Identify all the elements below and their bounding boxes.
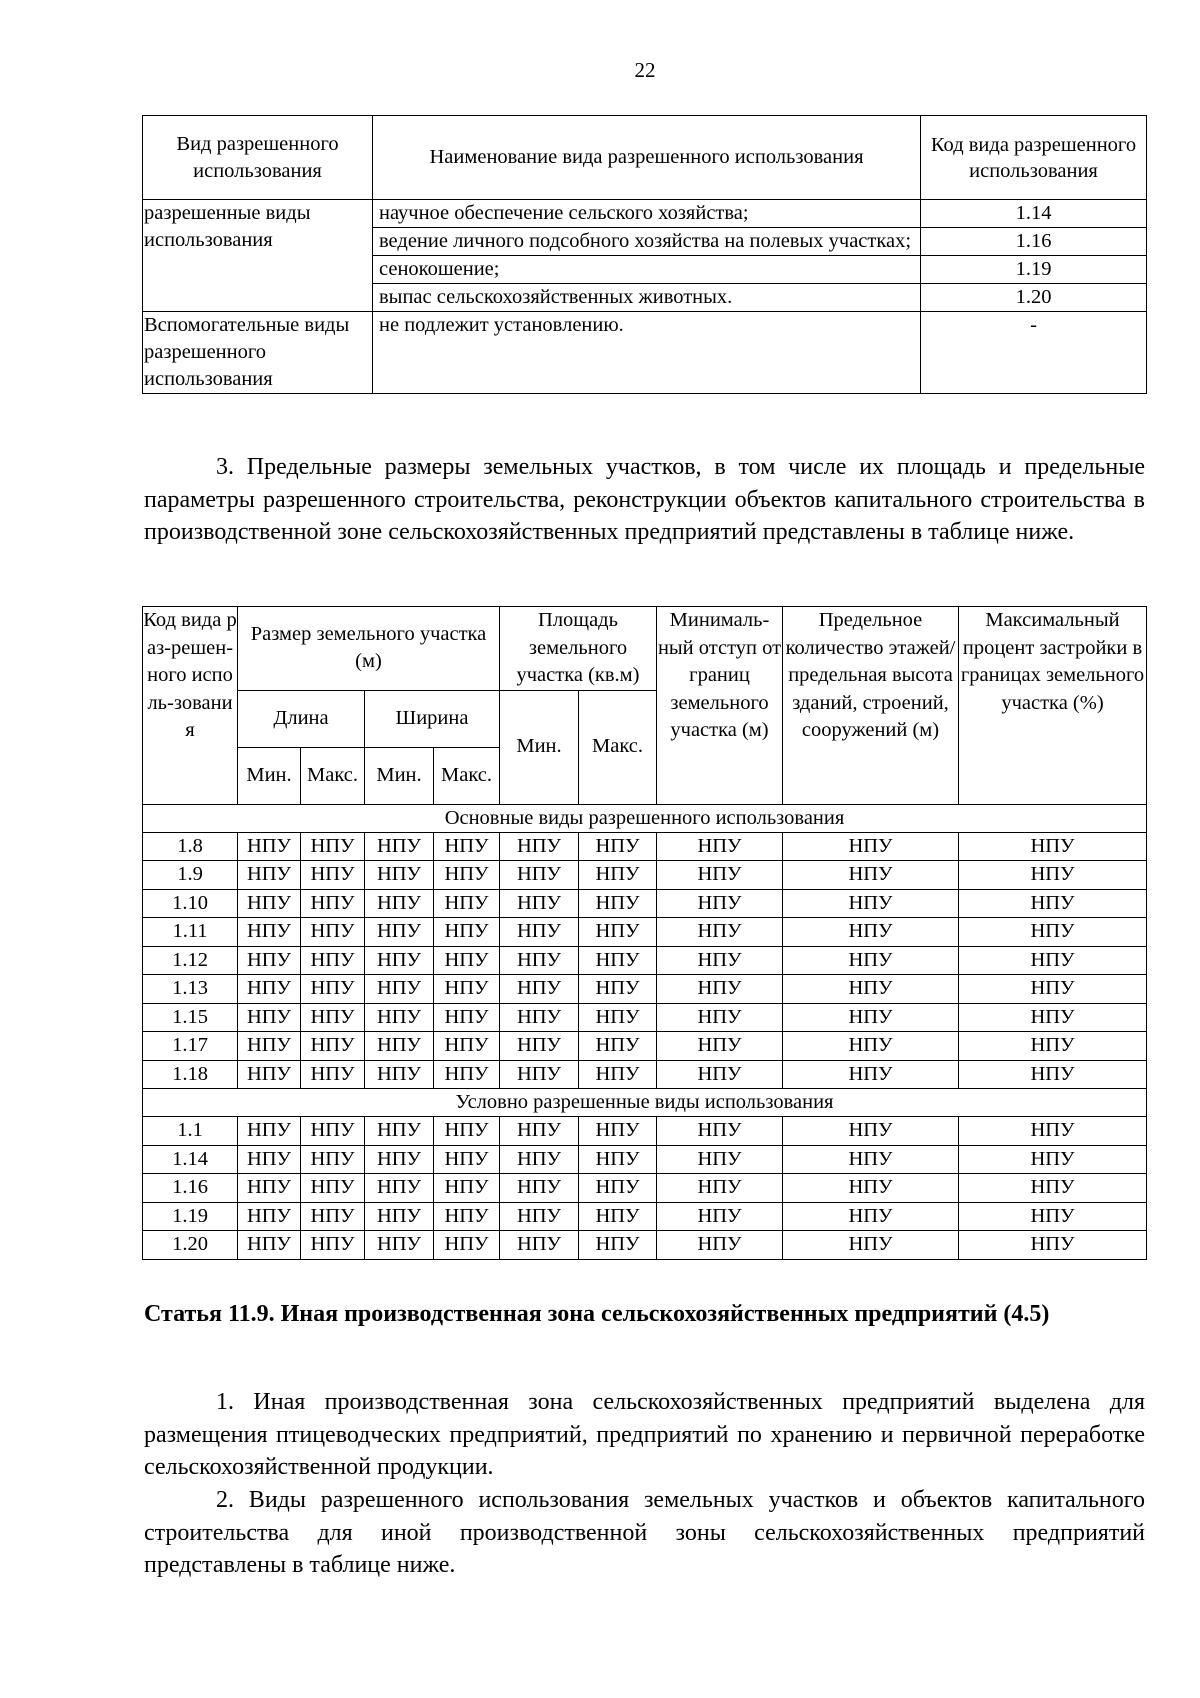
t2-cell-value: НПУ — [579, 946, 657, 975]
t2-cell-value: НПУ — [238, 1003, 301, 1032]
t1-header-name: Наименование вида разрешенного использования — [373, 116, 921, 200]
t1-row-code: 1.19 — [921, 256, 1147, 284]
table-row — [143, 1145, 1147, 1174]
t2-cell-value: НПУ — [657, 832, 783, 861]
permitted-use-table — [142, 115, 1147, 394]
t2-cell-value: НПУ — [365, 832, 434, 861]
t2-cell-value: НПУ — [365, 1174, 434, 1203]
t2-cell-value: НПУ — [657, 975, 783, 1004]
t2-cell-value: НПУ — [500, 975, 579, 1004]
t2-cell-value: НПУ — [783, 1231, 959, 1260]
t2-cell-value: НПУ — [434, 1003, 500, 1032]
t2-cell-value: НПУ — [365, 1117, 434, 1146]
t2-cell-value: НПУ — [365, 861, 434, 890]
t2-cell-value: НПУ — [434, 1231, 500, 1260]
t2-cell-value: НПУ — [500, 1060, 579, 1089]
t2-cell-value: НПУ — [579, 1231, 657, 1260]
t2-cell-value: НПУ — [579, 889, 657, 918]
t2-cell-value: НПУ — [365, 946, 434, 975]
t1-header-type: Вид разрешенного использования — [143, 116, 373, 200]
t2-cell-value: НПУ — [657, 918, 783, 947]
t2-cell-value: НПУ — [783, 1032, 959, 1061]
table-row — [143, 1231, 1147, 1260]
t2-cell-value: НПУ — [657, 1003, 783, 1032]
t2-cell-value: НПУ — [434, 1174, 500, 1203]
t2-cell-value: НПУ — [783, 832, 959, 861]
t2-cell-value: НПУ — [238, 946, 301, 975]
t2-cell-value: НПУ — [959, 889, 1147, 918]
t2-cell-value: НПУ — [238, 1174, 301, 1203]
t2-cell-value: НПУ — [783, 1117, 959, 1146]
t2-cell-value: НПУ — [959, 946, 1147, 975]
t2-cell-value: НПУ — [434, 832, 500, 861]
t2-cell-value: НПУ — [783, 918, 959, 947]
t2-header-code: Код вида раз-решен-ного исполь-зования — [143, 607, 238, 805]
t2-cell-value: НПУ — [500, 1003, 579, 1032]
t2-cell-value: НПУ — [959, 1174, 1147, 1203]
t2-cell-value: НПУ — [301, 918, 365, 947]
table-row — [143, 946, 1147, 975]
t2-cell-value: НПУ — [301, 975, 365, 1004]
t2-cell-value: НПУ — [500, 832, 579, 861]
t2-section-title: Условно разрешенные виды использования — [143, 1089, 1147, 1117]
t2-cell-value: НПУ — [657, 1117, 783, 1146]
table-row — [143, 1202, 1147, 1231]
t1-group-type: разрешенные виды использования — [143, 200, 373, 312]
t2-cell-value: НПУ — [579, 918, 657, 947]
limits-table — [142, 606, 1147, 1260]
t2-cell-value: НПУ — [500, 861, 579, 890]
t2-cell-value: НПУ — [579, 832, 657, 861]
t2-cell-value: НПУ — [434, 975, 500, 1004]
t2-cell-value: НПУ — [579, 1032, 657, 1061]
t2-cell-value: НПУ — [783, 1145, 959, 1174]
t2-cell-value: НПУ — [500, 1117, 579, 1146]
t2-cell-value: НПУ — [500, 946, 579, 975]
t2-row-code: 1.14 — [143, 1145, 238, 1174]
t2-cell-value: НПУ — [657, 1032, 783, 1061]
t2-cell-value: НПУ — [959, 1032, 1147, 1061]
t2-cell-value: НПУ — [783, 975, 959, 1004]
t2-cell-value: НПУ — [434, 1060, 500, 1089]
t2-cell-value: НПУ — [959, 1145, 1147, 1174]
t2-cell-value: НПУ — [365, 889, 434, 918]
t2-cell-value: НПУ — [301, 1117, 365, 1146]
paragraph-article-2: 2. Виды разрешенного использования земельных участков и объектов капитального строительства для иной производственной зоны сельскохозяйственных предприятий представлены в таблице ниже. — [144, 1487, 1145, 1578]
t2-cell-value: НПУ — [657, 1231, 783, 1260]
t2-cell-value: НПУ — [301, 1145, 365, 1174]
t2-row-code: 1.12 — [143, 946, 238, 975]
t2-cell-value: НПУ — [959, 975, 1147, 1004]
t2-section-title: Основные виды разрешенного использования — [143, 804, 1147, 832]
t2-cell-value: НПУ — [783, 1202, 959, 1231]
t2-header-plot-size: Размер земельного участка (м) — [238, 607, 500, 691]
t2-cell-value: НПУ — [301, 832, 365, 861]
t2-cell-value: НПУ — [238, 832, 301, 861]
t2-header-max-percent: Максимальный процент застройки в границах земельного участка (%) — [959, 607, 1147, 805]
t2-cell-value: НПУ — [500, 1174, 579, 1203]
t1-row-code: - — [921, 312, 1147, 394]
t2-cell-value: НПУ — [301, 1003, 365, 1032]
t2-header-area-max: Макс. — [579, 690, 657, 804]
paragraph-limits: 3. Предельные размеры земельных участков, в том числе их площадь и предельные параметры разрешенного строительства, реконструкции объектов капитального строительства в производственной зоне сельскохозяйственных предприятий представлены в таблице ниже. — [144, 454, 1145, 545]
t1-header-code: Код вида разрешенного использования — [921, 116, 1147, 200]
t2-cell-value: НПУ — [365, 1003, 434, 1032]
t2-cell-value: НПУ — [579, 861, 657, 890]
t2-cell-value: НПУ — [579, 1145, 657, 1174]
t2-cell-value: НПУ — [434, 946, 500, 975]
table-row — [143, 1060, 1147, 1089]
t2-cell-value: НПУ — [238, 889, 301, 918]
t2-cell-value: НПУ — [657, 1202, 783, 1231]
t1-row-code: 1.16 — [921, 228, 1147, 256]
t2-cell-value: НПУ — [301, 889, 365, 918]
t2-cell-value: НПУ — [783, 861, 959, 890]
t1-row-name: не подлежит установлению. — [373, 312, 921, 394]
t2-cell-value: НПУ — [238, 861, 301, 890]
t2-cell-value: НПУ — [959, 861, 1147, 890]
t2-cell-value: НПУ — [238, 1202, 301, 1231]
t2-cell-value: НПУ — [365, 1032, 434, 1061]
t2-header-area-min: Мин. — [500, 690, 579, 804]
t2-cell-value: НПУ — [783, 1060, 959, 1089]
t2-cell-value: НПУ — [434, 889, 500, 918]
t2-cell-value: НПУ — [365, 1060, 434, 1089]
t2-cell-value: НПУ — [301, 1202, 365, 1231]
t2-cell-value: НПУ — [238, 1145, 301, 1174]
t2-cell-value: НПУ — [579, 1202, 657, 1231]
t2-row-code: 1.11 — [143, 918, 238, 947]
t2-cell-value: НПУ — [434, 861, 500, 890]
t2-cell-value: НПУ — [500, 1145, 579, 1174]
t2-cell-value: НПУ — [238, 1231, 301, 1260]
t2-header-length: Длина — [238, 690, 365, 747]
t2-cell-value: НПУ — [959, 1231, 1147, 1260]
t2-row-code: 1.13 — [143, 975, 238, 1004]
t1-row-name: сенокошение; — [373, 256, 921, 284]
t2-cell-value: НПУ — [500, 1032, 579, 1061]
t1-row-code: 1.20 — [921, 284, 1147, 312]
t2-cell-value: НПУ — [783, 889, 959, 918]
t1-row-name: ведение личного подсобного хозяйства на полевых участках; — [373, 228, 921, 256]
table-row — [143, 1032, 1147, 1061]
t2-cell-value: НПУ — [238, 918, 301, 947]
t2-cell-value: НПУ — [783, 946, 959, 975]
t2-cell-value: НПУ — [301, 1060, 365, 1089]
t2-cell-value: НПУ — [238, 1117, 301, 1146]
t2-cell-value: НПУ — [783, 1174, 959, 1203]
table-row — [143, 918, 1147, 947]
t2-cell-value: НПУ — [500, 1202, 579, 1231]
t2-cell-value: НПУ — [959, 1202, 1147, 1231]
t2-header-area: Площадь земельного участка (кв.м) — [500, 607, 657, 691]
t2-cell-value: НПУ — [657, 1060, 783, 1089]
t2-row-code: 1.20 — [143, 1231, 238, 1260]
t2-cell-value: НПУ — [301, 1032, 365, 1061]
table-row — [143, 832, 1147, 861]
t2-cell-value: НПУ — [434, 1145, 500, 1174]
t2-cell-value: НПУ — [579, 1174, 657, 1203]
t2-header-length-min: Мин. — [238, 747, 301, 804]
table-row — [143, 889, 1147, 918]
t2-cell-value: НПУ — [657, 1145, 783, 1174]
t2-cell-value: НПУ — [959, 1003, 1147, 1032]
t2-cell-value: НПУ — [959, 1117, 1147, 1146]
t2-row-code: 1.19 — [143, 1202, 238, 1231]
t2-cell-value: НПУ — [301, 1231, 365, 1260]
t2-cell-value: НПУ — [365, 1231, 434, 1260]
t2-cell-value: НПУ — [365, 1145, 434, 1174]
t2-header-width-max: Макс. — [434, 747, 500, 804]
t2-cell-value: НПУ — [238, 975, 301, 1004]
t2-row-code: 1.9 — [143, 861, 238, 890]
paragraph-article-1: 1. Иная производственная зона сельскохозяйственных предприятий выделена для размещения птицеводческих предприятий, предприятий по хранению и первичной переработке сельскохозяйственной продукции. — [144, 1389, 1145, 1480]
t1-group-type: Вспомогательные виды разрешенного использования — [143, 312, 373, 394]
t2-cell-value: НПУ — [365, 975, 434, 1004]
table-row — [143, 1003, 1147, 1032]
t2-cell-value: НПУ — [657, 861, 783, 890]
t2-cell-value: НПУ — [579, 975, 657, 1004]
t2-header-length-max: Макс. — [301, 747, 365, 804]
table-row — [143, 1117, 1147, 1146]
t2-cell-value: НПУ — [238, 1060, 301, 1089]
t2-cell-value: НПУ — [365, 1202, 434, 1231]
t2-cell-value: НПУ — [434, 918, 500, 947]
table-row — [143, 975, 1147, 1004]
t2-row-code: 1.17 — [143, 1032, 238, 1061]
t2-cell-value: НПУ — [238, 1032, 301, 1061]
t2-body — [143, 804, 1147, 1259]
page-number: 22 — [634, 58, 656, 82]
t2-cell-value: НПУ — [959, 918, 1147, 947]
t2-cell-value: НПУ — [579, 1060, 657, 1089]
t1-row-name: научное обеспечение сельского хозяйства; — [373, 200, 921, 228]
t2-row-code: 1.16 — [143, 1174, 238, 1203]
t2-cell-value: НПУ — [500, 918, 579, 947]
t2-cell-value: НПУ — [579, 1003, 657, 1032]
t2-row-code: 1.10 — [143, 889, 238, 918]
t2-cell-value: НПУ — [500, 1231, 579, 1260]
t2-cell-value: НПУ — [301, 1174, 365, 1203]
t2-row-code: 1.8 — [143, 832, 238, 861]
t2-cell-value: НПУ — [500, 889, 579, 918]
t2-cell-value: НПУ — [434, 1117, 500, 1146]
t2-cell-value: НПУ — [434, 1032, 500, 1061]
t2-cell-value: НПУ — [301, 861, 365, 890]
t2-header-floors: Предельное количество этажей/ предельная высота зданий, строений, сооружений (м) — [783, 607, 959, 805]
t2-cell-value: НПУ — [579, 1117, 657, 1146]
t2-cell-value: НПУ — [301, 946, 365, 975]
t2-row-code: 1.18 — [143, 1060, 238, 1089]
t2-header-width: Ширина — [365, 690, 500, 747]
table-row — [143, 861, 1147, 890]
t2-cell-value: НПУ — [434, 1202, 500, 1231]
t2-cell-value: НПУ — [783, 1003, 959, 1032]
t2-cell-value: НПУ — [657, 889, 783, 918]
t2-cell-value: НПУ — [657, 946, 783, 975]
t2-cell-value: НПУ — [657, 1174, 783, 1203]
t2-cell-value: НПУ — [959, 832, 1147, 861]
t2-cell-value: НПУ — [365, 918, 434, 947]
t2-header-width-min: Мин. — [365, 747, 434, 804]
t1-row-name: выпас сельскохозяйственных животных. — [373, 284, 921, 312]
article-heading: Статья 11.9. Иная производственная зона сельскохозяйственных предприятий (4.5) — [144, 1301, 1050, 1327]
t2-header-min-offset: Минималь-ный отступ от границ земельного участка (м) — [657, 607, 783, 805]
t1-row-code: 1.14 — [921, 200, 1147, 228]
t2-row-code: 1.15 — [143, 1003, 238, 1032]
table-row — [143, 1174, 1147, 1203]
t2-row-code: 1.1 — [143, 1117, 238, 1146]
t2-cell-value: НПУ — [959, 1060, 1147, 1089]
